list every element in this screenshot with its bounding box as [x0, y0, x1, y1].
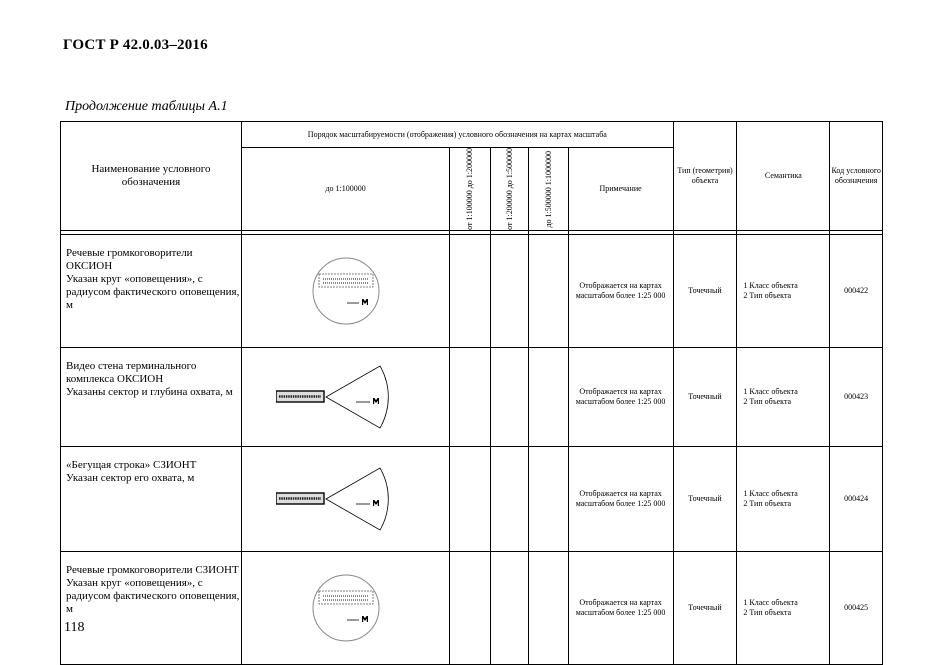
scale-cell-3	[490, 347, 528, 446]
table-row	[61, 446, 883, 551]
symbol-name: «Бегущая строка» СЗИОНТ Указан сектор его охвата, м	[61, 446, 242, 551]
type-cell: Точечный	[673, 446, 737, 551]
header-scale-3: от 1:200000 до 1:500000	[490, 148, 528, 231]
semantics-cell: 1 Класс объекта 2 Тип объекта	[737, 551, 830, 664]
type-cell: Точечный	[673, 234, 737, 347]
symbols-table	[60, 121, 883, 665]
header-scale-2: от 1:100000 до 1:200000	[450, 148, 490, 231]
scale-cell-3	[490, 551, 528, 664]
symbol-image	[241, 234, 449, 347]
scale-cell-2	[450, 551, 490, 664]
code-cell: 000423	[830, 347, 883, 446]
header-scale-1: до 1:100000	[241, 148, 449, 231]
header-scale-group: Порядок масштабируемости (отображения) условного обозначения на картах масштаба	[241, 122, 673, 148]
code-cell: 000424	[830, 446, 883, 551]
symbol-name: Речевые громкоговорители ОКСИОН Указан круг «оповещения», с радиусом фактического оповещения, м	[61, 234, 242, 347]
symbol-name: Речевые громкоговорители СЗИОНТ Указан круг «оповещения», с радиусом фактического оповещения, м	[61, 551, 242, 664]
semantics-cell: 1 Класс объекта 2 Тип объекта	[737, 347, 830, 446]
scale-cell-4	[529, 234, 568, 347]
scale-cell-2	[450, 234, 490, 347]
note-cell: Отображается на картах масштабом более 1:25 000	[568, 446, 673, 551]
symbol-image	[241, 446, 449, 551]
table-caption: Продолжение таблицы А.1	[65, 99, 228, 114]
note-cell: Отображается на картах масштабом более 1:25 000	[568, 234, 673, 347]
scale-cell-4	[529, 446, 568, 551]
semantics-cell: 1 Класс объекта 2 Тип объекта	[737, 446, 830, 551]
header-code: Код условного обозначения	[830, 122, 883, 231]
circle-with-label-icon	[309, 254, 383, 328]
table-row	[61, 234, 883, 347]
semantics-cell: 1 Класс объекта 2 Тип объекта	[737, 234, 830, 347]
scale-cell-4	[529, 551, 568, 664]
scale-cell-3	[490, 234, 528, 347]
symbol-name: Видео стена терминального комплекса ОКСИОН Указаны сектор и глубина охвата, м	[61, 347, 242, 446]
symbol-image	[241, 551, 449, 664]
code-cell: 000425	[830, 551, 883, 664]
sector-with-label-icon	[276, 362, 416, 432]
page-number: 118	[64, 620, 85, 635]
symbol-image	[241, 347, 449, 446]
sector-with-label-icon	[276, 464, 416, 534]
scale-cell-4	[529, 347, 568, 446]
header-name: Наименование условного обозначения	[61, 122, 242, 231]
header-type: Тип (геометрия) объекта	[673, 122, 737, 231]
type-cell: Точечный	[673, 347, 737, 446]
note-cell: Отображается на картах масштабом более 1:25 000	[568, 551, 673, 664]
table-header-row	[61, 122, 883, 148]
type-cell: Точечный	[673, 551, 737, 664]
header-scale-4: до 1:500000 1:1000000	[529, 148, 568, 231]
code-cell: 000422	[830, 234, 883, 347]
scale-cell-2	[450, 347, 490, 446]
table-row	[61, 551, 883, 664]
header-note: Примечание	[568, 148, 673, 231]
circle-with-label-icon	[309, 571, 383, 645]
table-row	[61, 347, 883, 446]
document-code: ГОСТ Р 42.0.03–2016	[63, 37, 208, 53]
scale-cell-2	[450, 446, 490, 551]
scale-cell-3	[490, 446, 528, 551]
note-cell: Отображается на картах масштабом более 1:25 000	[568, 347, 673, 446]
header-semantics: Семантика	[737, 122, 830, 231]
